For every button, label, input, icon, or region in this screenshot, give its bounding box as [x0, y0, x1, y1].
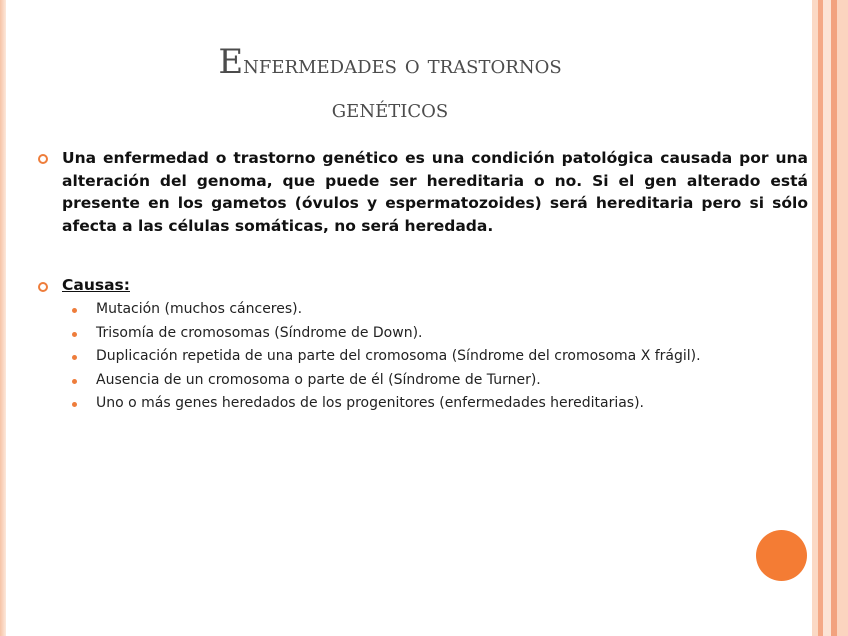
left-edge-decoration — [0, 0, 6, 636]
causas-heading: Causas: — [62, 276, 130, 294]
dot-bullet-icon — [72, 308, 77, 313]
title-line-2: genéticos — [331, 94, 449, 123]
circle-bullet-icon — [38, 282, 48, 292]
list-item: Ausencia de un cromosoma o parte de él (Síndrome de Turner). — [68, 369, 701, 393]
list-item: Uno o más genes heredados de los progenitores (enfermedades hereditarias). — [68, 392, 701, 416]
causas-list — [68, 298, 701, 416]
title-line-1: Enfermedades o trastornos — [218, 42, 562, 82]
right-edge-stripe — [823, 0, 831, 636]
right-edge-stripe — [837, 0, 848, 636]
list-item: Trisomía de cromosomas (Síndrome de Down). — [68, 322, 701, 346]
definition-term: enfermedad o trastorno genético — [103, 149, 399, 167]
dot-bullet-icon — [72, 402, 77, 407]
slide-title — [90, 40, 690, 131]
dot-bullet-icon — [72, 332, 77, 337]
dot-bullet-icon — [72, 355, 77, 360]
list-item: Duplicación repetida de una parte del cromosoma (Síndrome del cromosoma X frágil). — [68, 345, 701, 369]
dot-bullet-icon — [72, 379, 77, 384]
list-item: Mutación (muchos cánceres). — [68, 298, 701, 322]
definition-paragraph: Una enfermedad o trastorno genético es una condición patológica causada por una alteración del genoma, que puede ser hereditaria o no. Si el gen alterado está presente en los gametos (óvulos y espermatozoides) será hereditaria pero si sólo afecta a las células somáticas, no será heredada. — [62, 149, 808, 235]
decorative-circle — [756, 530, 807, 581]
circle-bullet-icon — [38, 154, 48, 164]
